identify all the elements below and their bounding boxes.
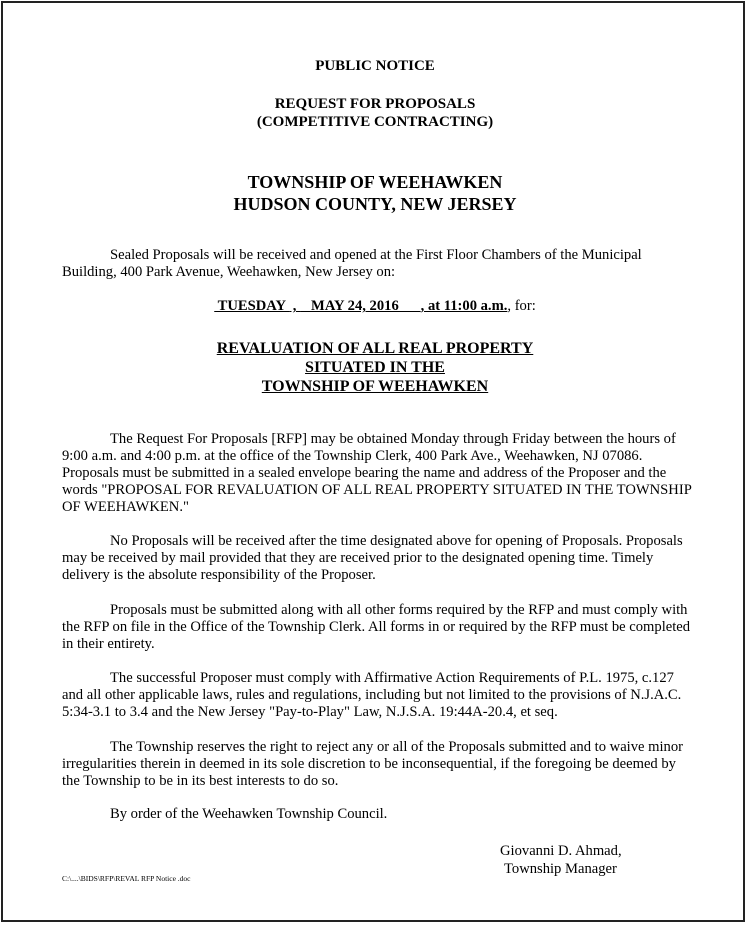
reservation-paragraph	[62, 739, 692, 790]
compliance-paragraph	[62, 670, 692, 721]
rfp-heading	[0, 95, 750, 131]
date-separator: ,	[289, 298, 301, 314]
paragraph-text: By order of the Weehawken Township Council.	[110, 806, 388, 822]
order-paragraph	[62, 806, 692, 823]
date-day: TUESDAY	[214, 298, 290, 314]
intro-paragraph	[62, 247, 692, 281]
paragraph-text: The Request For Proposals [RFP] may be obtained Monday through Friday between the hours of 9:00 a.m. and 4:00 p.m. at the office of the Township Clerk, 400 Park Ave., Weehawken, NJ 07086. Proposals must be submitted in a sealed envelope bearing the name and address of the Proposer and the words "PROPOSAL FOR REVALUATION OF ALL REAL PROPERTY SITUATED IN THE TOWNSHIP OF WEEHAWKEN."	[62, 431, 692, 515]
intro-text: Sealed Proposals will be received and opened at the First Floor Chambers of the Municipal Building, 400 Park Avenue, Weehawken, New Jersey on:	[62, 247, 642, 280]
file-path: C:\....\BIDS\RFP\REVAL RFP Notice .doc	[62, 874, 191, 883]
forms-paragraph	[62, 602, 692, 653]
rfp-heading-line1: REQUEST FOR PROPOSALS	[274, 96, 476, 112]
signature-name: Giovanni D. Ahmad,	[500, 843, 622, 859]
project-title-line2: SITUATED IN THE	[305, 359, 445, 376]
date-suffix: , for:	[507, 298, 536, 314]
township-heading-line2: HUDSON COUNTY, NEW JERSEY	[233, 194, 517, 214]
rfp-availability-paragraph	[62, 431, 692, 516]
date-time: , at 11:00 a.m.	[420, 298, 508, 314]
deadline-paragraph	[62, 533, 692, 584]
rfp-heading-line2: (COMPETITIVE CONTRACTING)	[256, 114, 494, 130]
signature-block	[500, 842, 622, 878]
paragraph-text: The Township reserves the right to reject any or all of the Proposals submitted and to waive minor irregularities therein in deemed in its sole discretion to be inconsequential, if the foregoing be deemed by the Township to be in its best interests to do so.	[62, 739, 684, 789]
township-heading	[0, 171, 750, 215]
paragraph-text: Proposals must be submitted along with all other forms required by the RFP and must comply with the RFP on file in the Office of the Township Clerk. All forms in or required by the RFP must be completed in their entirety.	[62, 602, 691, 652]
project-title	[0, 339, 750, 396]
notice-title: PUBLIC NOTICE	[315, 58, 435, 74]
date-value: MAY 24, 2016	[300, 298, 421, 314]
project-title-line1: REVALUATION OF ALL REAL PROPERTY	[216, 340, 534, 357]
paragraph-text: The successful Proposer must comply with Affirmative Action Requirements of P.L. 1975, c.127 and all other applicable laws, rules and regulations, including but not limited to the provisions of N.J.A.C. 5:34-3.1 to 3.4 and the New Jersey "Pay-to-Play" Law, N.J.S.A. 19:44A-20.4, et seq.	[62, 670, 682, 720]
project-title-line3: TOWNSHIP OF WEEHAWKEN	[261, 378, 489, 395]
signature-title: Township Manager	[504, 861, 617, 877]
paragraph-text: No Proposals will be received after the time designated above for opening of Proposals. Proposals may be received by mail provided that they are received prior to the designated opening time. Timely delivery is the absolute responsibility of the Proposer.	[62, 533, 683, 583]
township-heading-line1: TOWNSHIP OF WEEHAWKEN	[247, 172, 503, 192]
date-line	[0, 298, 750, 315]
